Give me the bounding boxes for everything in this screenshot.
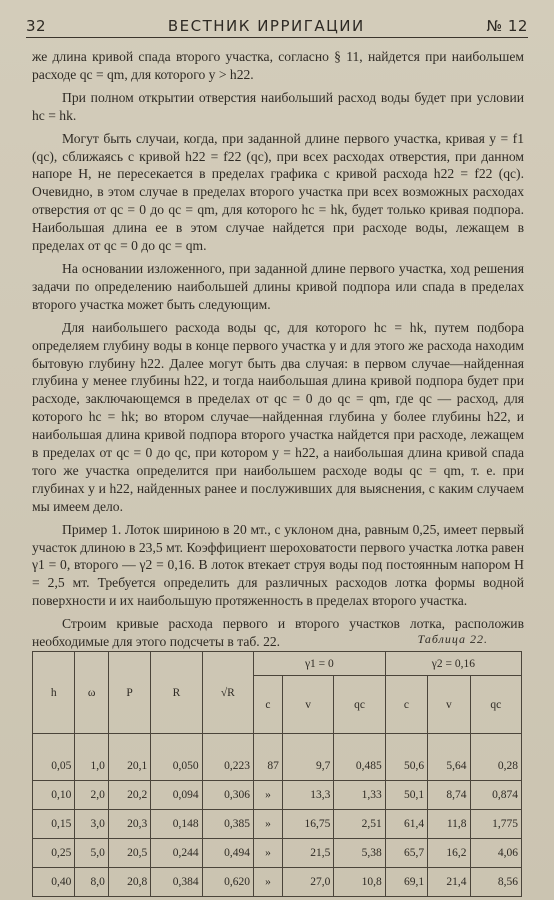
table-cell: 0,15 <box>33 810 75 839</box>
example-paragraph: Пример 1. Лоток шириною в 20 мт., с уклоном дна, равным 0,25, имеет первый участок длиною в 23,5 мт. Коэффициент шероховатости первого участка лотка равен γ1 = 0, второго — γ2 = 0,16. В лоток втекает струя воды под постоянным напором H = 2,5 мт. Требуется определить для различных расходов лотка формы водной поверхности и их наибольшую протяженность в пределах второго участка. <box>32 521 524 609</box>
subcolumn-header: qc <box>334 676 385 734</box>
paragraph: При полном открытии отверстия наибольший расход воды будет при условии hc = hk. <box>32 89 524 123</box>
table-cell: 0,620 <box>202 868 253 897</box>
table-cell: 1,0 <box>75 734 108 781</box>
table-cell: » <box>254 810 283 839</box>
table-cell: 87 <box>254 734 283 781</box>
table-cell: » <box>254 781 283 810</box>
table-cell: 8,56 <box>470 868 521 897</box>
subcolumn-header: v <box>428 676 470 734</box>
table-cell: 0,485 <box>334 734 385 781</box>
table-cell: 0,874 <box>470 781 521 810</box>
table-cell: 10,8 <box>334 868 385 897</box>
table-cell: 2,0 <box>75 781 108 810</box>
subcolumn-header: qc <box>470 676 521 734</box>
table-cell: 0,10 <box>33 781 75 810</box>
table-cell: 1,775 <box>470 810 521 839</box>
table-cell: 8,0 <box>75 868 108 897</box>
table-cell: 0,244 <box>151 839 202 868</box>
table-body <box>33 734 522 897</box>
table-cell: 5,0 <box>75 839 108 868</box>
column-header: P <box>108 652 150 734</box>
column-header: R <box>151 652 202 734</box>
subcolumn-header: v <box>282 676 333 734</box>
table-cell: 8,74 <box>428 781 470 810</box>
table-cell: 65,7 <box>385 839 427 868</box>
table-cell: 50,6 <box>385 734 427 781</box>
journal-title: ВЕСТНИК ИРРИГАЦИИ <box>167 17 365 35</box>
table-cell: 9,7 <box>282 734 333 781</box>
table-cell: 0,25 <box>33 839 75 868</box>
table-cell: 4,06 <box>470 839 521 868</box>
subcolumn-header: c <box>385 676 427 734</box>
table-cell: 2,51 <box>334 810 385 839</box>
table-cell: 0,385 <box>202 810 253 839</box>
table-row <box>33 781 522 810</box>
table-row <box>33 734 522 781</box>
column-header: h <box>33 652 75 734</box>
table-cell: 50,1 <box>385 781 427 810</box>
table-cell: 0,05 <box>33 734 75 781</box>
table-cell: 20,3 <box>108 810 150 839</box>
table-cell: 21,4 <box>428 868 470 897</box>
table-cell: 0,050 <box>151 734 202 781</box>
table-cell: » <box>254 868 283 897</box>
table-cell: 0,148 <box>151 810 202 839</box>
subcolumn-header: c <box>254 676 283 734</box>
table-cell: 20,8 <box>108 868 150 897</box>
table-cell: 20,2 <box>108 781 150 810</box>
table-cell: 5,38 <box>334 839 385 868</box>
table-cell: 0,094 <box>151 781 202 810</box>
paragraph: же длина кривой спада второго участка, согласно § 11, найдется при наибольшем расходе qc = qm, для которого y > h22. <box>32 49 524 82</box>
table-cell: 0,28 <box>470 734 521 781</box>
column-header: ω <box>75 652 108 734</box>
table-cell: 0,494 <box>202 839 253 868</box>
table-cell: 0,306 <box>202 781 253 810</box>
table-cell: 11,8 <box>428 810 470 839</box>
paragraph: На основании изложенного, при заданной длине первого участка, ход решения задачи по определению наибольшей длины кривой подпора или спада в пределах второго участка может быть следующим. <box>32 260 524 312</box>
page-number: 32 <box>26 17 47 35</box>
table-cell: 20,1 <box>108 734 150 781</box>
table-cell: 1,33 <box>334 781 385 810</box>
paragraph: Для наибольшего расхода воды qc, для которого hc = hk, путем подбора определяем глубину воды в конце первого участка y и для этого же расхода находим бытовую глубину h22. Далее могут быть два случая: в первом случае—найденная глубина y менее глубины h22, и тогда наибольшая длина кривой подпора будет при расходе, заключающемся в пределах от qc = 0 до qc = qm, где qc — расход, для которого hc = hk; во втором случае—найденная глубина y более глубины h22, и наибольшая длина кривой подпора второго участка найдется при расходе, лежащем в пределах от qc = 0 до qc, при котором y = h22, а наибольшая длина кривой спада того же участка определится при наибольшем расходе воды qc = qm, т. е. при глубинах y и h22, найденных ранее и послуживших для выяснения, с каким случаем мы имеем дело. <box>32 319 524 514</box>
table-cell: 3,0 <box>75 810 108 839</box>
table-cell: 5,64 <box>428 734 470 781</box>
data-table <box>32 651 522 897</box>
table-row <box>33 839 522 868</box>
group-header: γ2 = 0,16 <box>385 652 521 676</box>
table-caption: Таблица 22. <box>417 632 488 646</box>
table-cell: 0,223 <box>202 734 253 781</box>
table-cell: 21,5 <box>282 839 333 868</box>
running-header <box>26 12 528 38</box>
table-cell: 61,4 <box>385 810 427 839</box>
group-header: γ1 = 0 <box>254 652 386 676</box>
table-cell: 16,2 <box>428 839 470 868</box>
paragraph: Строим кривые расхода первого и второго участков лотка, расположив необходимые для этого подсчеты в таб. 22. <box>32 616 524 650</box>
table-cell: 69,1 <box>385 868 427 897</box>
issue-number: № 12 <box>486 17 528 35</box>
table-row <box>33 868 522 897</box>
table-cell: 13,3 <box>282 781 333 810</box>
table-cell: 0,384 <box>151 868 202 897</box>
table-cell: 0,40 <box>33 868 75 897</box>
paragraph: Могут быть случаи, когда, при заданной длине первого участка, кривая y = f1 (qc), сближаясь с кривой h22 = f22 (qc), при всех расходах отверстия, при данном напоре H, не пересекается в пределах графика с кривой расхода h22 = f22 (qc). Очевидно, в этом случае в пределах второго участка при всех возможных расходах отверстия от qc = 0 до qc = qm, для которого hc = hk, будет только кривая подпора. Наибольшая длина ее в этом случае найдется при расходе воды, лежащем в пределах от qc = 0 до qc = qm. <box>32 130 524 254</box>
article-body <box>32 48 524 656</box>
table-cell: 16,75 <box>282 810 333 839</box>
table-cell: 20,5 <box>108 839 150 868</box>
column-header: √R <box>202 652 253 734</box>
table-cell: 27,0 <box>282 868 333 897</box>
table-cell: » <box>254 839 283 868</box>
table-row <box>33 810 522 839</box>
